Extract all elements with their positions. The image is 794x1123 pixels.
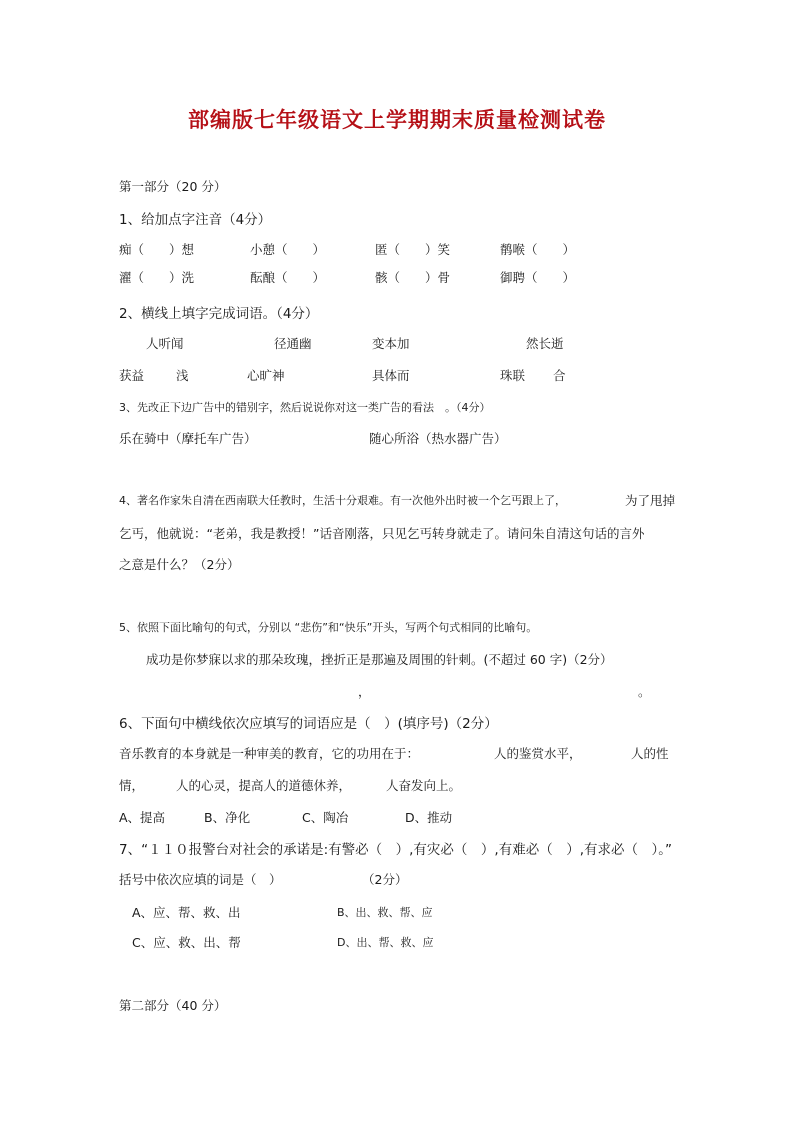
q1-item: 痴（ ）想 [119,242,195,257]
q1-item: 骸（ ）骨 [375,270,451,285]
q1-item: 鹡喉（ ） [500,242,576,257]
q3-prompt: 3、先改正下边广告中的错别字，然后说说你对这一类广告的看法 。（4分） [119,401,491,414]
q2-word: 然长逝 [526,336,564,351]
q5-blank-comma: ， [358,684,371,699]
q2-word: 合 [553,368,566,383]
q1-item: 匿（ ）笑 [375,242,451,257]
q2-word: 变本加 [372,336,410,351]
q1-item: 小憩（ ） [250,242,326,257]
q2-word: 人听闻 [146,336,184,351]
page-title: 部编版七年级语文上学期期末质量检测试卷 [188,107,606,132]
q7-prompt: 7、“１１０报警台对社会的承诺是:有警必（ ）,有灾必（ ）,有难必（ ）,有求必（ ）。” [119,842,672,858]
q1-item: 御聘（ ） [500,270,576,285]
q6-text: 人的心灵，提高人的道德休养， [176,778,352,793]
q7-option: C、应、救、出、帮 [132,935,241,950]
q2-word: 具体而 [372,368,410,383]
q4-text: 4、著名作家朱自清在西南联大任教时，生活十分艰难。有一次他外出时被一个乞丐跟上了， [119,494,566,507]
q5-blank-period: 。 [638,684,651,699]
q7-option: A、应、帮、救、出 [132,905,241,920]
q4-text: 之意是什么？（2分） [119,557,240,572]
q6-option: D、推动 [405,810,453,825]
q2-word: 心旷神 [247,368,285,383]
q2-word: 径通幽 [274,336,312,351]
q6-option: A、提高 [119,810,166,825]
part2-heading: 第二部分（40 分） [119,998,227,1013]
q7-text: 括号中依次应填的词是（ ） [119,872,282,887]
part1-heading: 第一部分（20 分） [119,179,227,194]
q6-text: 人的鉴赏水平， [494,746,582,761]
q3-ad: 随心所浴（热水器广告） [369,431,507,446]
q4-text: 为了甩掉 [625,493,676,508]
q2-prompt: 2、横线上填字完成词语。（4分） [119,306,319,322]
q6-prompt: 6、下面句中横线依次应填写的词语应是（ ）(填序号)（2分） [119,716,498,732]
q4-text: 乞丐，他就说：“老弟，我是教授！”话音刚落，只见乞丐转身就走了。请问朱自清这句话的言外 [119,526,645,541]
q6-text: 人的性 [631,746,669,761]
q7-option: B、出、救、帮、应 [337,906,433,919]
q1-item: 濯（ ）洗 [119,270,195,285]
q6-option: C、陶冶 [302,810,349,825]
q2-word: 获益 [119,368,145,383]
q7-option: D、出、帮、救、应 [337,936,434,949]
q5-example: 成功是你梦寐以求的那朵玫瑰，挫折正是那遍及周围的针刺。(不超过 60 字)（2分） [146,652,613,667]
q5-prompt: 5、依照下面比喻句的句式，分别以 “悲伤”和“快乐”开头，写两个句式相同的比喻句。 [119,621,538,634]
q1-prompt: 1、给加点字注音（4分） [119,212,272,228]
q7-text: （2分） [362,872,408,887]
q6-text: 人奋发向上。 [386,778,462,793]
q2-word: 浅 [176,368,189,383]
q3-ad: 乐在骑中（摩托车广告） [119,431,257,446]
q6-text: 音乐教育的本身就是一种审美的教育，它的功用在于： [119,746,420,761]
q2-word: 珠联 [500,368,526,383]
q1-item: 酝酿（ ） [250,270,326,285]
q6-option: B、净化 [204,810,251,825]
q6-text: 情， [119,778,145,793]
